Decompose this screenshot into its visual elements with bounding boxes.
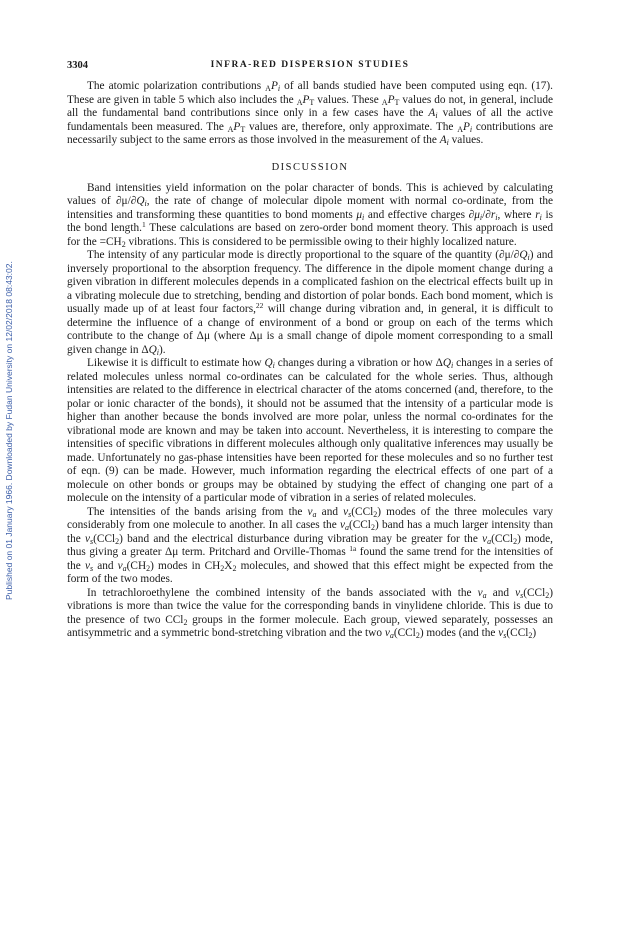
download-watermark [4,180,20,600]
paragraph: The intensities of the bands arising from the $\nu_a$ and $\nu_s(CCl_2)$ modes of the three molecules vary considerably from one molecule to another. In all cases the $\nu_a(CCl_2)$ band has a much larger intensity than the $\nu_s(CCl_2)$ band and the electrical disturbance during vibration may be greater for the $\nu_a(CCl_2)$ mode, thus giving a greater Δμ term. Pritchard and Orville-Thomas $^{1a}$ found the same trend for the intensities of the $\nu_s$ and $\nu_a(CH_2)$ modes in $CH_2X_2$ molecules, and showed that this effect might be expected from the form of the two modes. [67,505,553,585]
page-number: 3304 [67,60,88,71]
paragraph: The intensity of any particular mode is directly proportional to the square of the quantity $(\partial\mu/\partial Q_i)$ and inversely proportional to the absorption frequency. The difference in the dipole moment change during a given vibration in different molecules depends in a complicated fashion on the electrical effects built up in a vibrating molecule due to stretching, bending and distortion of polar bonds. Each bond moment, which is usually made up of at least four factors,$^{22}$ will change during vibration and, in general, it is difficult to determine the influence of a change of environment of a bond or group on each of the terms which contribute to the change of Δμ (where Δμ is a small change of dipole moment corresponding to a small given change in $\Delta Q_i$). [67,249,554,357]
running-header [67,60,553,80]
paragraph: In tetrachloroethylene the combined intensity of the bands associated with the $\nu_a$ and $\nu_s(CCl_2)$ vibrations is more than twice the value for the corresponding bands in vinylidene chloride. This is due to the presence of two CCl$_2$ groups in the former molecule. Each group, viewed separately, possesses an antisymmetric and a symmetric bond-stretching vibration and the two $\nu_a(CCl_2)$ modes (and the $\nu_s(CCl_2)$ [67,586,553,640]
running-title: INFRA-RED DISPERSION STUDIES [210,60,410,70]
paragraph: Band intensities yield information on the polar character of bonds. This is achieved by calculating values of $\partial\mu/\partial Q_i$, the rate of change of molecular dipole moment with normal co-ordinate, from the intensities and transforming these quantities to bond moments $\mu_i$ and effective charges $\partial\mu_i/\partial r_i$, where $r_i$ is the bond length.$^1$ These calculations are based on zero-order bond moment theory. This approach is used for the $=CH_2$ vibrations. This is considered to be permissible owing to their highly localized nature. [67,181,554,249]
page-body [67,60,553,641]
download-watermark-text: Published on 01 January 1966. Downloaded by Fudan University on 12/02/2018 08:43:02. [4,261,14,600]
intro-paragraph: The atomic polarization contributions $_AP_i$ of all bands studied have been computed using eqn. (17). These are given in table 5 which also includes the $_AP_T$ values. These $_AP_T$ values do not, in general, include all the fundamental band contributions since only in a few cases have the $A_i$ values of all the active fundamentals been measured. The $_AP_T$ values are, therefore, only approximate. The $_AP_i$ contributions are necessarily subject to the same errors as those involved in the measurement of the $A_i$ values. [67,80,554,147]
paragraph: Likewise it is difficult to estimate how $Q_i$ changes during a vibration or how $\Delta Q_i$ changes in a series of related molecules unless normal co-ordinates can be calculated for the whole series. Thus, although intensities are related to the difference in electrical character of the atoms concerned (and, therefore, to the polar or ionic character of the bonds), it should not be assumed that the intensity of a particular mode is higher than another because the bonds involved are more polar, unless the normal co-ordinates for the vibrational mode are known and may be taken into account. Nevertheless, it is interesting to compare the intensities of specific vibrations in different molecules although only qualitative inferences may usually be made. Unfortunately no gas-phase intensities have been reported for these molecules and so no further test of eqn. (9) can be made. However, much information regarding the electrical effects of one part of a molecule on other bonds or groups may be obtained by studying the effect of changing one part of a molecule on the intensity of a particular mode of vibration in a series of related molecules. [67,357,553,504]
section-heading: DISCUSSION [271,161,349,173]
